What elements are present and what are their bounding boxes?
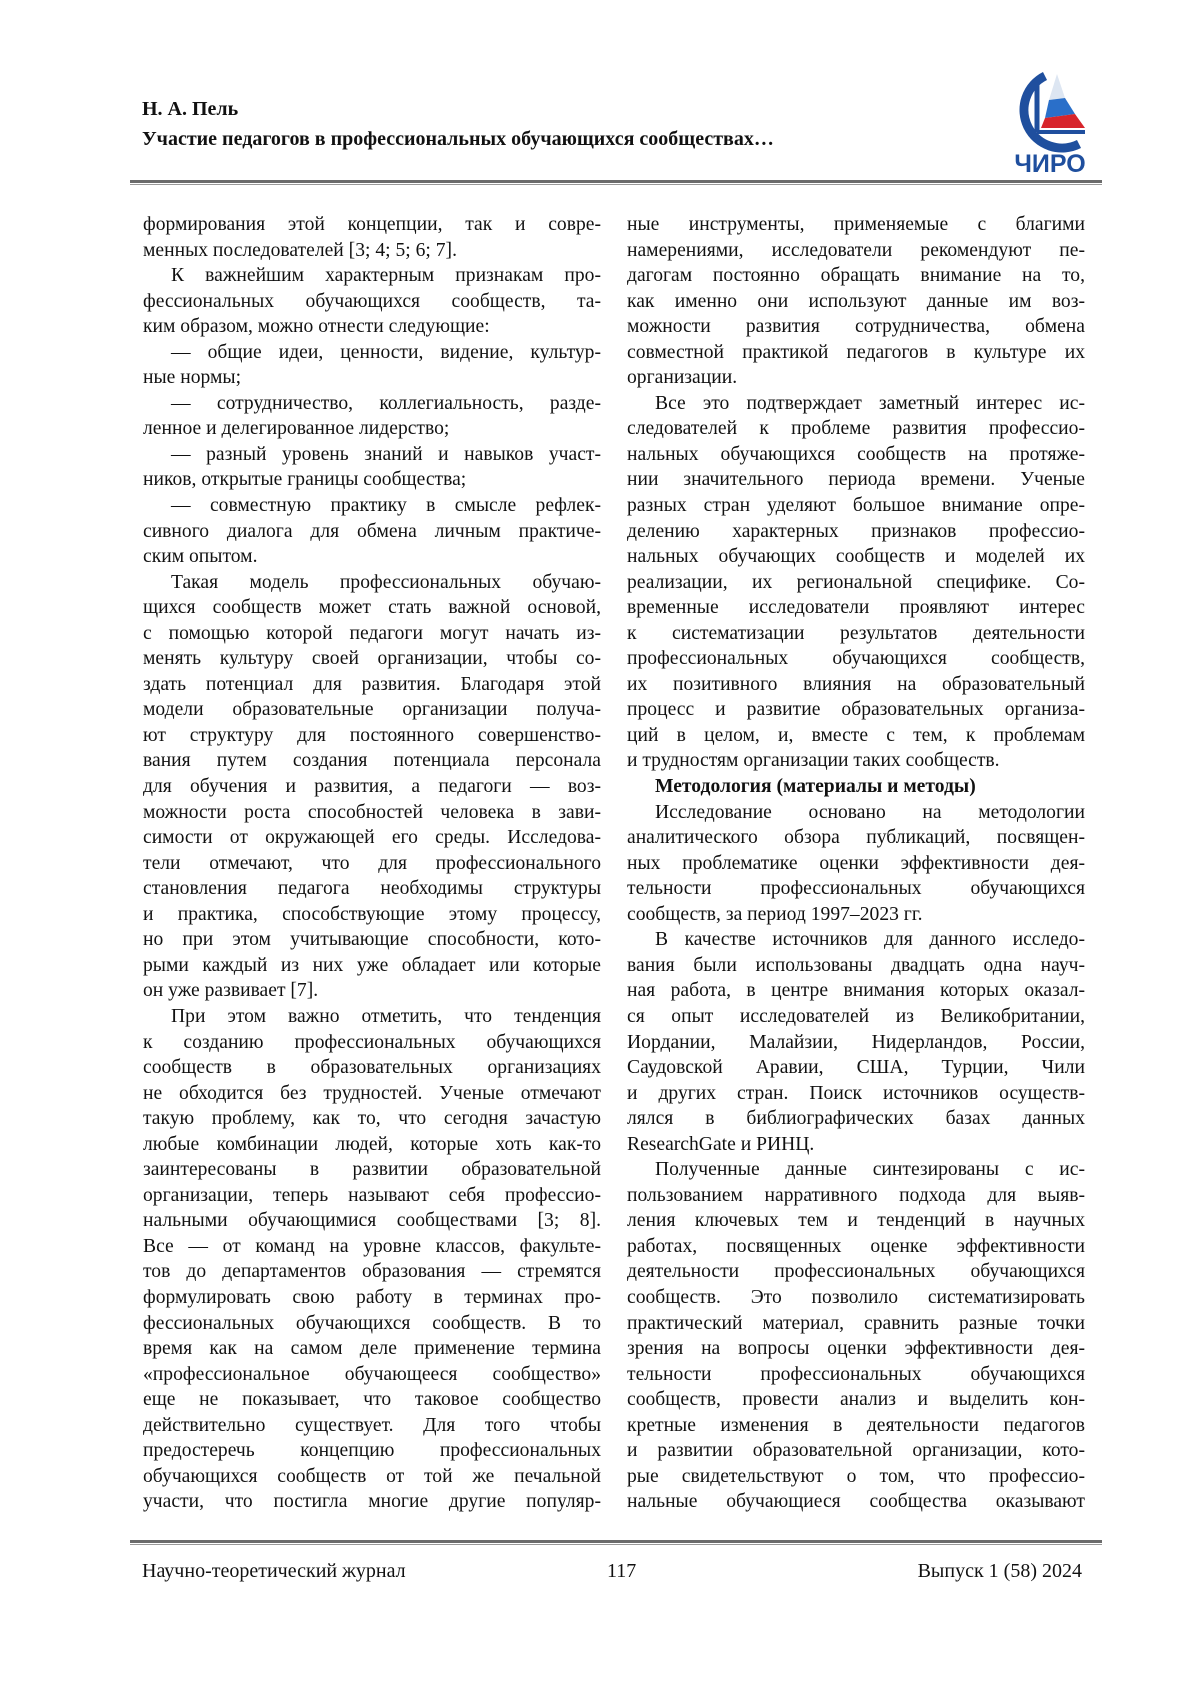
text-line: — сотрудничество, коллегиальность, разде- xyxy=(143,391,601,417)
text-line: но при этом учитывающие способности, кото- xyxy=(143,927,601,953)
text-line: вания были использованы двадцать одна науч- xyxy=(627,953,1085,979)
article-running-title: Участие педагогов в профессиональных обучающихся сообществах… xyxy=(142,128,774,151)
text-line: формирования этой концепции, так и совре- xyxy=(143,212,601,238)
text-line: фессиональных обучающихся сообществ, та- xyxy=(143,289,601,315)
text-line: кретные изменения в деятельности педагогов xyxy=(627,1413,1085,1439)
text-line: При этом важно отметить, что тенденция xyxy=(143,1004,601,1030)
text-line: ные инструменты, применяемые с благими xyxy=(627,212,1085,238)
text-line: участи, что постигла многие другие популяр- xyxy=(143,1489,601,1515)
text-line: Исследование основано на методологии xyxy=(627,800,1085,826)
text-line: тельности профессиональных обучающихся xyxy=(627,1362,1085,1388)
article-author: Н. А. Пель xyxy=(142,98,238,121)
text-line: ResearchGate и РИНЦ. xyxy=(627,1132,1085,1158)
logo-triangle-white xyxy=(1049,74,1065,100)
text-line: ная работа, в центре внимания которых оказал- xyxy=(627,978,1085,1004)
text-line: нальными обучающимися сообществами [3; 8]. xyxy=(143,1208,601,1234)
text-line: практический материал, сравнить разные точки xyxy=(627,1311,1085,1337)
text-line: процесс и развитие образовательных организа- xyxy=(627,697,1085,723)
text-line: делению характерных признаков профессио- xyxy=(627,519,1085,545)
text-line: тельности профессиональных обучающихся xyxy=(627,876,1085,902)
text-line: к созданию профессиональных обучающихся xyxy=(143,1030,601,1056)
text-line: формулировать свою работу в терминах про- xyxy=(143,1285,601,1311)
text-line: и практика, способствующие этому процессу, xyxy=(143,902,601,928)
text-line: сообществ в образовательных организациях xyxy=(143,1055,601,1081)
text-line: нальных обучающихся сообществ на протяже- xyxy=(627,442,1085,468)
text-line: заинтересованы в развитии образовательной xyxy=(143,1157,601,1183)
text-line: работах, посвященных оценке эффективности xyxy=(627,1234,1085,1260)
text-line: можности роста способностей человека в зави- xyxy=(143,800,601,826)
text-line: еще не показывает, что таковое сообщество xyxy=(143,1387,601,1413)
text-line: В качестве источников для данного исследо- xyxy=(627,927,1085,953)
text-line: реализации, их региональной специфике. Со- xyxy=(627,570,1085,596)
text-line: он уже развивает [7]. xyxy=(143,978,601,1004)
text-line: ют структуру для постоянного совершенство- xyxy=(143,723,601,749)
header-rule xyxy=(130,180,1102,185)
text-line: сообществ, провести анализ и выделить кон- xyxy=(627,1387,1085,1413)
text-line: — совместную практику в смысле рефлек- xyxy=(143,493,601,519)
text-line: и других стран. Поиск источников осуществ- xyxy=(627,1081,1085,1107)
text-line: становления педагога необходимы структуры xyxy=(143,876,601,902)
text-line: ления ключевых тем и тенденций в научных xyxy=(627,1208,1085,1234)
text-line: ся опыт исследователей из Великобритании, xyxy=(627,1004,1085,1030)
chiro-logo xyxy=(1005,70,1095,178)
text-line: их позитивного влияния на образовательный xyxy=(627,672,1085,698)
text-line: тели отмечают, что для профессионального xyxy=(143,851,601,877)
text-line: сообществ, за период 1997–2023 гг. xyxy=(627,902,1085,928)
text-line: щихся сообществ может стать важной основой, xyxy=(143,595,601,621)
text-line: ским опытом. xyxy=(143,544,601,570)
text-line: ким образом, можно отнести следующие: xyxy=(143,314,601,340)
text-line: Саудовской Аравии, США, Турции, Чили xyxy=(627,1055,1085,1081)
text-line: лялся в библиографических базах данных xyxy=(627,1106,1085,1132)
text-line: симости от окружающей его среды. Исследова- xyxy=(143,825,601,851)
text-line: дагогам постоянно обращать внимание на то, xyxy=(627,263,1085,289)
text-line: разных стран уделяют большое внимание опре- xyxy=(627,493,1085,519)
text-line: можности развития сотрудничества, обмена xyxy=(627,314,1085,340)
text-line: как именно они используют данные им воз- xyxy=(627,289,1085,315)
text-line: здать потенциал для развития. Благодаря этой xyxy=(143,672,601,698)
footer-rule xyxy=(130,1540,1102,1545)
text-line: нальные обучающиеся сообщества оказывают xyxy=(627,1489,1085,1515)
left-column xyxy=(143,212,601,1515)
text-line: — разный уровень знаний и навыков участ- xyxy=(143,442,601,468)
text-line: любые комбинации людей, которые хоть как-то xyxy=(143,1132,601,1158)
text-line: профессиональных обучающихся сообществ, xyxy=(627,646,1085,672)
text-line: зрения на вопросы оценки эффективности дея- xyxy=(627,1336,1085,1362)
logo-text: ЧИРО xyxy=(1014,150,1085,178)
text-line: ные нормы; xyxy=(143,365,601,391)
text-line: Иордании, Малайзии, Нидерландов, России, xyxy=(627,1030,1085,1056)
text-line: и трудностям организации таких сообществ. xyxy=(627,748,1085,774)
text-line: нии значительного периода времени. Ученые xyxy=(627,467,1085,493)
footer-issue: Выпуск 1 (58) 2024 xyxy=(918,1560,1082,1583)
text-line: ников, открытые границы сообщества; xyxy=(143,467,601,493)
text-line: обучающихся сообществ от той же печальной xyxy=(143,1464,601,1490)
text-line: Все — от команд на уровне классов, факульте- xyxy=(143,1234,601,1260)
page-number: 117 xyxy=(607,1560,636,1583)
text-line: ций в целом, и, вместе с тем, к проблемам xyxy=(627,723,1085,749)
text-line: аналитического обзора публикаций, посвящен- xyxy=(627,825,1085,851)
text-line: к систематизации результатов деятельности xyxy=(627,621,1085,647)
text-line: следователей к проблеме развития профессио- xyxy=(627,416,1085,442)
text-line: сивного диалога для обмена личным практиче- xyxy=(143,519,601,545)
text-line: К важнейшим характерным признакам про- xyxy=(143,263,601,289)
text-line: — общие идеи, ценности, видение, культур- xyxy=(143,340,601,366)
text-line: вания путем создания потенциала персонала xyxy=(143,748,601,774)
text-line: предостеречь концепцию профессиональных xyxy=(143,1438,601,1464)
text-line: совместной практикой педагогов в культуре их xyxy=(627,340,1085,366)
footer-journal: Научно-теоретический журнал xyxy=(142,1560,406,1583)
text-line: модели образовательные организации получа- xyxy=(143,697,601,723)
text-line: для обучения и развития, а педагоги — воз- xyxy=(143,774,601,800)
text-line: временные исследователи проявляют интерес xyxy=(627,595,1085,621)
text-line: деятельности профессиональных обучающихся xyxy=(627,1259,1085,1285)
text-line: фессиональных обучающихся сообществ. В то xyxy=(143,1311,601,1337)
text-line: не обходится без трудностей. Ученые отмечают xyxy=(143,1081,601,1107)
text-line: рыми каждый из них уже обладает или которые xyxy=(143,953,601,979)
text-line: Полученные данные синтезированы с ис- xyxy=(627,1157,1085,1183)
text-line: Все это подтверждает заметный интерес ис- xyxy=(627,391,1085,417)
text-line: «профессиональное обучающееся сообщество» xyxy=(143,1362,601,1388)
text-line: такую проблему, как то, что сегодня зачастую xyxy=(143,1106,601,1132)
text-line: нальных обучающих сообществ и моделей их xyxy=(627,544,1085,570)
text-line: действительно существует. Для того чтобы xyxy=(143,1413,601,1439)
text-line: организации. xyxy=(627,365,1085,391)
text-line: намерениями, исследователи рекомендуют пе- xyxy=(627,238,1085,264)
text-line: ленное и делегированное лидерство; xyxy=(143,416,601,442)
text-line: менных последователей [3; 4; 5; 6; 7]. xyxy=(143,238,601,264)
text-line: Такая модель профессиональных обучаю- xyxy=(143,570,601,596)
text-line: рые свидетельствуют о том, что профессио- xyxy=(627,1464,1085,1490)
text-line: пользованием нарративного подхода для выяв- xyxy=(627,1183,1085,1209)
text-line: с помощью которой педагоги могут начать из- xyxy=(143,621,601,647)
text-line: сообществ. Это позволило систематизировать xyxy=(627,1285,1085,1311)
text-line: ных проблематике оценки эффективности дея- xyxy=(627,851,1085,877)
text-line: и развитии образовательной организации, кото- xyxy=(627,1438,1085,1464)
text-line: тов до департаментов образования — стремятся xyxy=(143,1259,601,1285)
text-line: организации, теперь называют себя профессио- xyxy=(143,1183,601,1209)
text-line: время как на самом деле применение термина xyxy=(143,1336,601,1362)
right-column xyxy=(627,212,1085,1515)
text-line: менять культуру своей организации, чтобы со- xyxy=(143,646,601,672)
section-heading: Методология (материалы и методы) xyxy=(627,774,1085,800)
